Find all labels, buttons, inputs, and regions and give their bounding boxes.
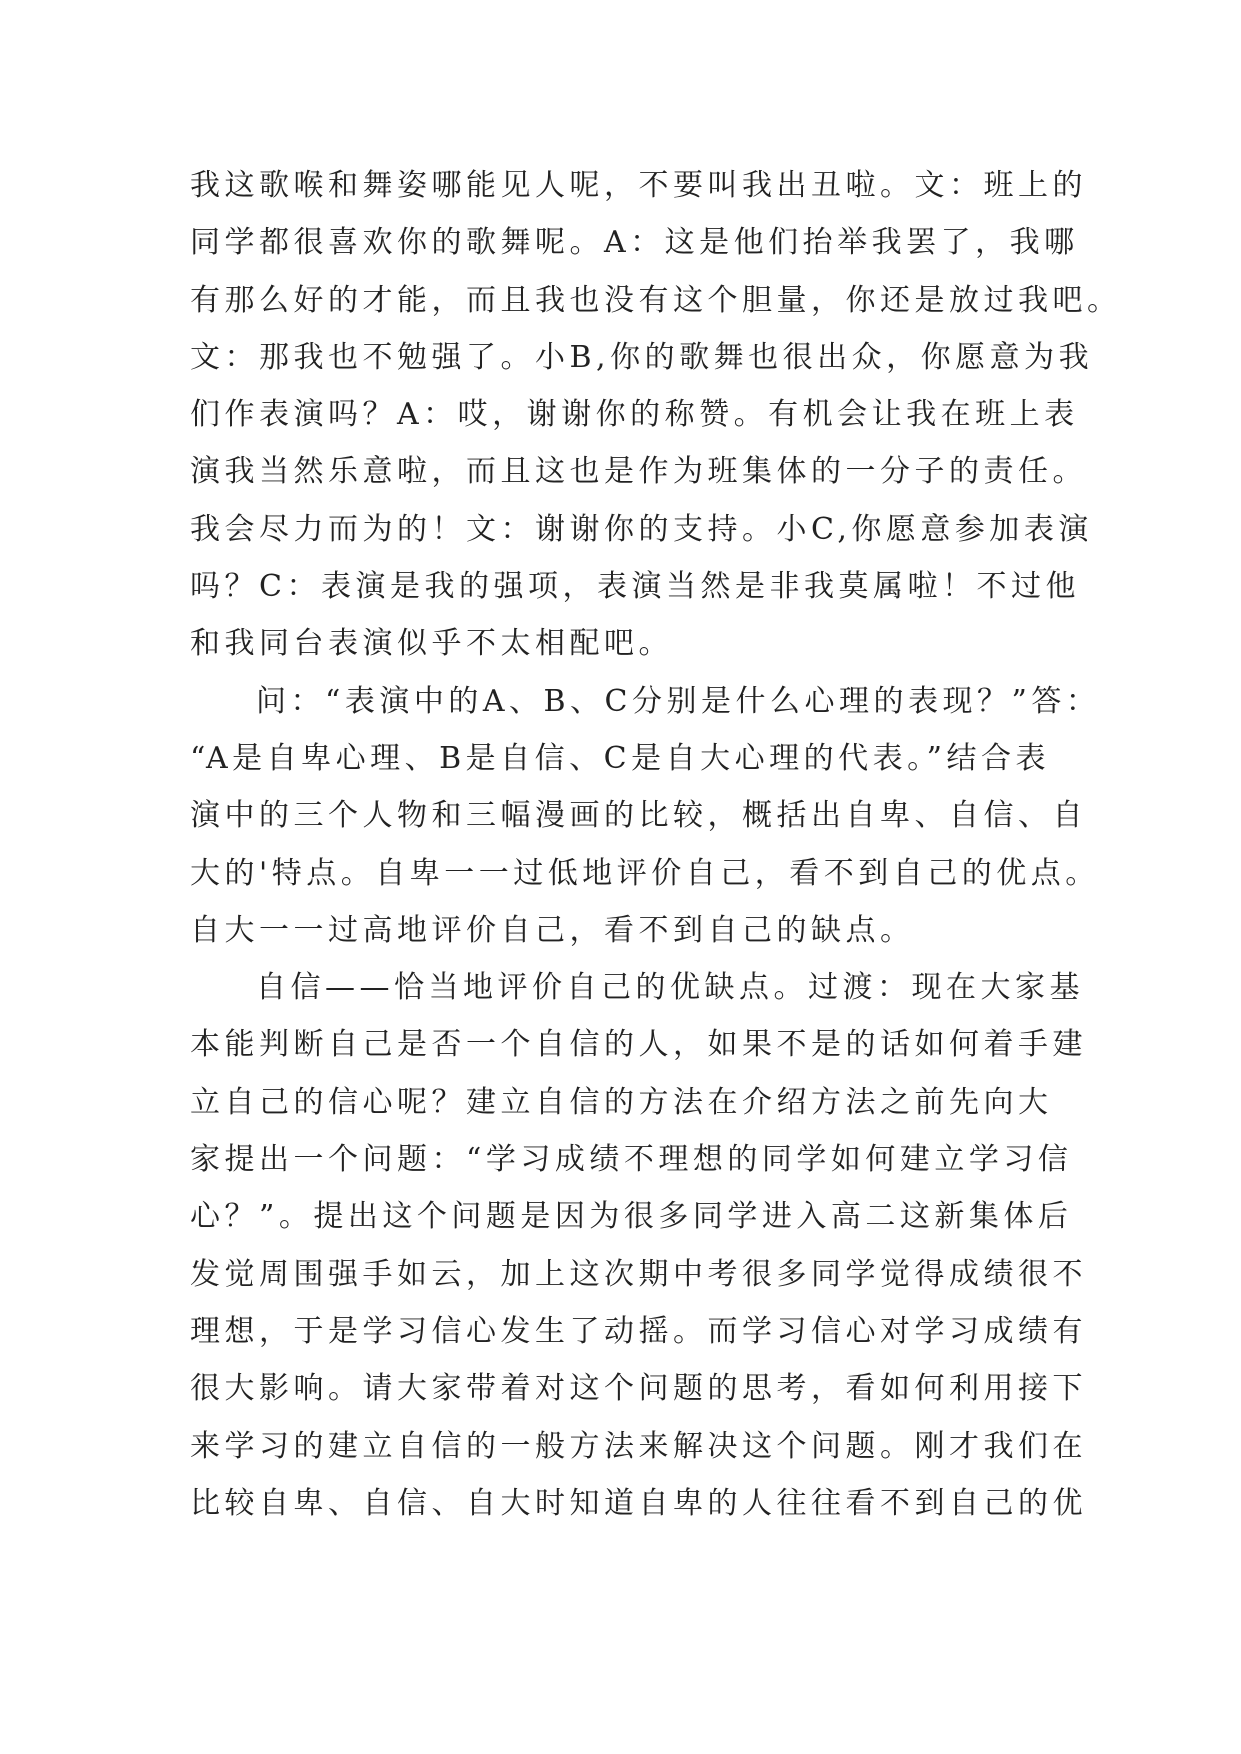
text-line: 来学习的建立自信的一般方法来解决这个问题。刚才我们在 [190, 1428, 1087, 1464]
text-line: 吗？C：表演是我的强项，表演当然是非我莫属啦！不过他 [190, 569, 1080, 605]
text-line: 自大一一过高地评价自己，看不到自己的缺点。 [190, 912, 915, 948]
text-line: 发觉周围强手如云，加上这次期中考很多同学觉得成绩很不 [190, 1256, 1087, 1292]
text-line: 文：那我也不勉强了。小B,你的歌舞也很出众，你愿意为我 [190, 339, 1094, 375]
text-line: “A是自卑心理、B是自信、C是自大心理的代表。”结合表 [190, 740, 1050, 776]
text-line: 理想，于是学习信心发生了动摇。而学习信心对学习成绩有 [190, 1313, 1087, 1349]
text-line: 和我同台表演似乎不太相配吧。 [190, 626, 673, 662]
paragraph-first-line: 问：“表演中的A、B、C分别是什么心理的表现？”答： [256, 683, 1101, 719]
document-body [190, 157, 1122, 1532]
text-line: 立自己的信心呢？建立自信的方法在介绍方法之前先向大 [190, 1084, 1053, 1120]
text-line: 比较自卑、自信、自大时知道自卑的人往往看不到自己的优 [190, 1485, 1087, 1521]
text-line: 我会尽力而为的！文：谢谢你的支持。小C,你愿意参加表演 [190, 511, 1093, 547]
paragraph-first-line: 自信——恰当地评价自己的优缺点。过渡：现在大家基 [256, 970, 1084, 1006]
text-line: 我这歌喉和舞姿哪能见人呢，不要叫我出丑啦。文：班上的 [190, 168, 1087, 203]
text-line: 本能判断自己是否一个自信的人，如果不是的话如何着手建 [190, 1027, 1087, 1063]
text-line: 演中的三个人物和三幅漫画的比较，概括出自卑、自信、自 [190, 798, 1087, 834]
text-line: 有那么好的才能，而且我也没有这个胆量，你还是放过我吧。 [190, 282, 1122, 318]
text-line: 心？”。提出这个问题是因为很多同学进入高二这新集体后 [190, 1199, 1073, 1235]
text-line: 们作表演吗？A：哎，谢谢你的称赞。有机会让我在班上表 [190, 397, 1079, 433]
text-line: 大的'特点。自卑一一过低地评价自己，看不到自己的优点。 [190, 855, 1100, 891]
text-line: 同学都很喜欢你的歌舞呢。A：这是他们抬举我罢了，我哪 [190, 225, 1079, 261]
text-line: 家提出一个问题：“学习成绩不理想的同学如何建立学习信 [190, 1142, 1073, 1178]
text-line: 演我当然乐意啦，而且这也是作为班集体的一分子的责任。 [190, 454, 1087, 490]
text-line: 很大影响。请大家带着对这个问题的思考，看如何利用接下 [190, 1371, 1087, 1407]
